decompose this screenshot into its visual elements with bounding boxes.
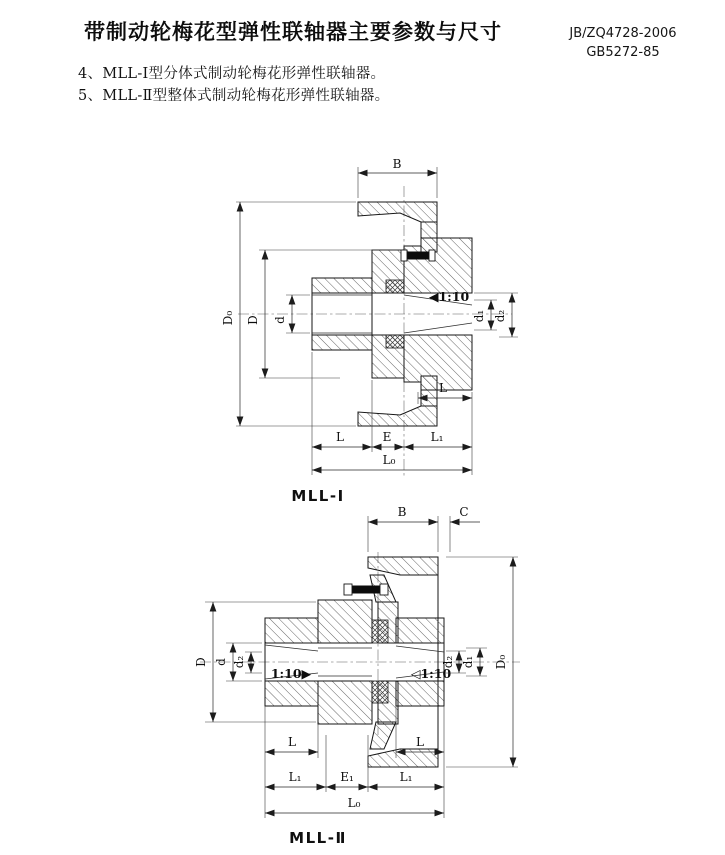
note-item-5: 5、MLL-Ⅱ型整体式制动轮梅花形弹性联轴器。: [78, 88, 390, 104]
fig2-dim-label-d1: d₁: [461, 655, 475, 669]
fig1-centerlines: [238, 186, 512, 478]
fig2-dim-label-d: d: [214, 658, 228, 666]
fig2-dim-label-L-left: L: [288, 735, 296, 749]
fig2-dim-label-d2-right: d₂: [441, 655, 455, 669]
fig1-dim-label-B: B: [392, 157, 402, 171]
fig1-dim-label-D: D: [246, 315, 260, 325]
standard-numbers: [558, 24, 688, 62]
fig2-dim-label-L1-left: L₁: [288, 770, 302, 784]
fig1-dim-label-d2: d₂: [493, 309, 507, 323]
fig2-taper-right-label: ◁1:10: [410, 666, 452, 681]
standard-gb: GB5272-85: [586, 45, 660, 60]
fig1-dim-label-D0: D₀: [221, 310, 235, 326]
figure-mll2-drawing: [190, 500, 530, 855]
fig1-dim-label-L0: L₀: [382, 453, 396, 467]
fig1-dim-label-L1: L₁: [430, 430, 444, 444]
fig1-dim-label-d: d: [273, 316, 287, 324]
fig2-dim-label-d2-left: d₂: [232, 655, 246, 669]
figure-mll1-drawing: [220, 155, 520, 510]
fig2-taper-left-label: 1:10▶: [270, 666, 312, 681]
fig2-dim-label-L-right: L: [416, 735, 424, 749]
standard-jb: JB/ZQ4728-2006: [569, 26, 677, 41]
fig1-dim-label-d1: d₁: [472, 309, 486, 323]
fig1-caption: MLL-Ⅰ: [291, 487, 345, 505]
fig2-dim-label-L1-right: L₁: [399, 770, 413, 784]
fig2-dim-label-E1: E₁: [340, 770, 354, 784]
fig2-dim-label-B: B: [397, 505, 407, 519]
fig2-dimensions: [194, 505, 518, 818]
fig1-taper-label: ◀1:10: [428, 289, 470, 304]
fig2-dim-label-D0: D₀: [494, 654, 508, 670]
fig2-dim-label-L0: L₀: [347, 796, 361, 810]
fig1-flange-bolt: [401, 250, 435, 261]
fig1-dim-label-E: E: [382, 430, 392, 444]
fig2-flange-bolt: [344, 584, 388, 595]
note-item-4: 4、MLL-Ⅰ型分体式制动轮梅花形弹性联轴器。: [78, 66, 386, 82]
fig1-dim-label-L-hub: L: [439, 381, 447, 395]
fig2-elastomer-spider: [372, 620, 388, 703]
fig2-dim-label-D: D: [194, 657, 208, 667]
page-title: 带制动轮梅花型弹性联轴器主要参数与尺寸: [84, 21, 502, 44]
fig1-dim-label-L: L: [336, 430, 344, 444]
fig2-caption: MLL-Ⅱ: [289, 829, 347, 847]
fig2-dim-label-C: C: [459, 505, 469, 519]
